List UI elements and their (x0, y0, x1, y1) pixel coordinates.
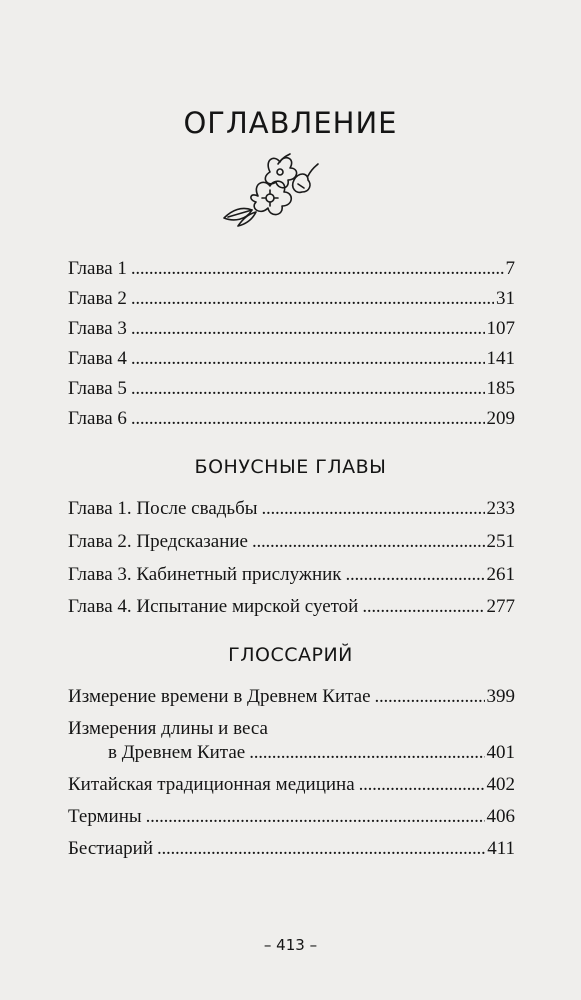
entry-label: Глава 4 (68, 348, 127, 369)
entry-label: Глава 2 (68, 288, 127, 309)
toc-entry[interactable] (68, 377, 515, 401)
dot-leader (131, 287, 494, 311)
entry-label: Глава 2. Предсказание (68, 531, 248, 552)
dot-leader (362, 595, 484, 619)
entry-label: Глава 1 (68, 258, 127, 279)
glossary-heading: ГЛОССАРИЙ (228, 644, 353, 666)
toc-entry[interactable] (68, 805, 515, 829)
entry-label: Глава 4. Испытание мирской суетой (68, 596, 359, 617)
toc-entry[interactable] (68, 773, 515, 797)
entry-page: 185 (486, 378, 515, 399)
toc-entry[interactable] (68, 497, 515, 521)
entry-label: Глава 6 (68, 408, 127, 429)
flower-ornament-icon (212, 150, 322, 230)
entry-page: 402 (486, 774, 515, 795)
dot-leader (346, 563, 485, 587)
entry-page: 209 (486, 408, 515, 429)
entry-label: Китайская традиционная медицина (68, 774, 355, 795)
dot-leader (249, 741, 484, 765)
entry-page: 411 (487, 838, 515, 859)
toc-entry[interactable] (68, 563, 515, 587)
entry-page: 141 (486, 348, 515, 369)
toc-entry[interactable] (68, 317, 515, 341)
dot-leader (131, 347, 485, 371)
entry-page: 401 (486, 742, 515, 763)
entry-label: Бестиарий (68, 838, 153, 859)
dot-leader (131, 257, 504, 281)
toc-entry[interactable] (68, 685, 515, 709)
entry-label[interactable]: Измерения длины и веса (68, 718, 268, 739)
dot-leader (252, 530, 485, 554)
toc-entry[interactable] (68, 837, 515, 861)
bonus-heading: БОНУСНЫЕ ГЛАВЫ (194, 456, 387, 478)
dot-leader (131, 377, 485, 401)
entry-label: Глава 3. Кабинетный прислужник (68, 564, 342, 585)
dot-leader (131, 317, 485, 341)
entry-page: 261 (486, 564, 515, 585)
entry-page: 107 (486, 318, 515, 339)
toc-entry[interactable] (68, 287, 515, 311)
entry-page: 31 (496, 288, 515, 309)
dot-leader (262, 497, 485, 521)
entry-page: 233 (486, 498, 515, 519)
entry-page: 7 (505, 258, 515, 279)
toc-entry[interactable] (68, 257, 515, 281)
entry-page: 399 (486, 686, 515, 707)
entry-label: Термины (68, 806, 142, 827)
dot-leader (146, 805, 485, 829)
entry-page: 406 (486, 806, 515, 827)
entry-label: Измерение времени в Древнем Китае (68, 686, 371, 707)
page-number: – 413 – (263, 936, 318, 954)
entry-page: 277 (486, 596, 515, 617)
entry-label: Глава 3 (68, 318, 127, 339)
toc-entry[interactable] (68, 530, 515, 554)
dot-leader (157, 837, 485, 861)
entry-label-continuation: в Древнем Китае (108, 742, 246, 763)
toc-entry[interactable] (68, 407, 515, 431)
dot-leader (375, 685, 485, 709)
toc-entry[interactable] (68, 595, 515, 619)
entry-label: Глава 5 (68, 378, 127, 399)
dot-leader (359, 773, 485, 797)
toc-entry[interactable] (68, 347, 515, 371)
toc-entry[interactable] (108, 741, 515, 765)
entry-label: Глава 1. После свадьбы (68, 498, 258, 519)
dot-leader (131, 407, 485, 431)
entry-page: 251 (486, 531, 515, 552)
page-title: ОГЛАВЛЕНИЕ (183, 106, 398, 140)
